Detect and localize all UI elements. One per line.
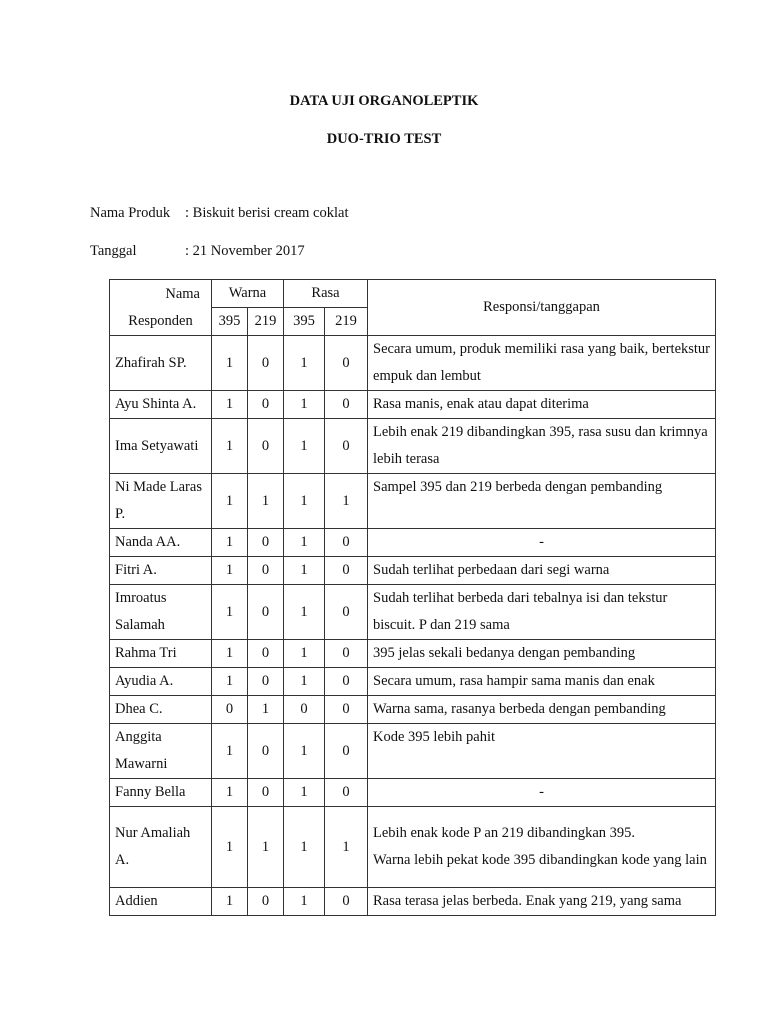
respondent-name: Nur Amaliah A. [110, 807, 212, 888]
header-warna-219: 219 [248, 308, 284, 336]
warna-395-value: 1 [212, 724, 248, 779]
warna-219-value: 0 [248, 888, 284, 916]
rasa-219-value: 0 [325, 391, 368, 419]
warna-395-value: 1 [212, 391, 248, 419]
table-row [110, 696, 716, 724]
warna-219-value: 0 [248, 668, 284, 696]
header-warna: Warna [212, 280, 284, 308]
respondent-name: Dhea C. [110, 696, 212, 724]
rasa-219-value: 0 [325, 779, 368, 807]
table-row [110, 474, 716, 529]
rasa-395-value: 1 [284, 529, 325, 557]
warna-219-value: 0 [248, 557, 284, 585]
rasa-395-value: 1 [284, 888, 325, 916]
response-text: Kode 395 lebih pahit [368, 724, 716, 779]
respondent-name: Fanny Bella [110, 779, 212, 807]
table-row [110, 779, 716, 807]
header-warna-395: 395 [212, 308, 248, 336]
table-row [110, 336, 716, 391]
rasa-219-value: 0 [325, 336, 368, 391]
header-name-line1: Nama [165, 285, 200, 302]
response-line-2: Warna lebih pekat kode 395 dibandingkan kode yang lain [373, 852, 707, 868]
warna-395-value: 1 [212, 474, 248, 529]
header-rasa-219: 219 [325, 308, 368, 336]
response-text: Secara umum, rasa hampir sama manis dan enak [368, 668, 716, 696]
warna-219-value: 0 [248, 724, 284, 779]
organoleptic-table [109, 279, 716, 916]
warna-219-value: 0 [248, 391, 284, 419]
respondent-name: Anggita Mawarni [110, 724, 212, 779]
respondent-name: Ayudia A. [110, 668, 212, 696]
header-rasa-395: 395 [284, 308, 325, 336]
rasa-219-value: 0 [325, 529, 368, 557]
response-text: Rasa manis, enak atau dapat diterima [368, 391, 716, 419]
response-text: - [368, 779, 716, 807]
rasa-219-value: 1 [325, 807, 368, 888]
response-text: Sudah terlihat perbedaan dari segi warna [368, 557, 716, 585]
warna-395-value: 0 [212, 696, 248, 724]
header-rasa: Rasa [284, 280, 368, 308]
rasa-219-value: 0 [325, 888, 368, 916]
warna-219-value: 0 [248, 529, 284, 557]
response-text: 395 jelas sekali bedanya dengan pembanding [368, 640, 716, 668]
rasa-219-value: 0 [325, 640, 368, 668]
document-title: DATA UJI ORGANOLEPTIK [289, 93, 479, 109]
date-line [90, 243, 305, 260]
response-text: Secara umum, produk memiliki rasa yang baik, bertekstur empuk dan lembut [368, 336, 716, 391]
respondent-name: Addien [110, 888, 212, 916]
table-row [110, 668, 716, 696]
rasa-219-value: 0 [325, 557, 368, 585]
header-name [110, 280, 212, 336]
table-row [110, 529, 716, 557]
rasa-395-value: 1 [284, 779, 325, 807]
warna-395-value: 1 [212, 585, 248, 640]
respondent-name: Imroatus Salamah [110, 585, 212, 640]
respondent-name: Fitri A. [110, 557, 212, 585]
respondent-name: Ayu Shinta A. [110, 391, 212, 419]
warna-395-value: 1 [212, 888, 248, 916]
rasa-219-value: 0 [325, 696, 368, 724]
document-subtitle: DUO-TRIO TEST [326, 131, 442, 147]
warna-219-value: 0 [248, 419, 284, 474]
table-row [110, 807, 716, 888]
rasa-395-value: 1 [284, 336, 325, 391]
respondent-name: Nanda AA. [110, 529, 212, 557]
product-line [90, 205, 349, 222]
response-text: - [368, 529, 716, 557]
warna-219-value: 1 [248, 696, 284, 724]
warna-395-value: 1 [212, 419, 248, 474]
warna-219-value: 0 [248, 336, 284, 391]
response-text [368, 807, 716, 888]
product-value: : Biskuit berisi cream coklat [185, 205, 349, 221]
response-line-1: Lebih enak kode P an 219 dibandingkan 395. [373, 825, 636, 841]
warna-395-value: 1 [212, 557, 248, 585]
response-text: Warna sama, rasanya berbeda dengan pembanding [368, 696, 716, 724]
rasa-395-value: 1 [284, 557, 325, 585]
table-row [110, 419, 716, 474]
response-text: Sudah terlihat berbeda dari tebalnya isi dan tekstur biscuit. P dan 219 sama [368, 585, 716, 640]
header-row-1 [110, 280, 716, 308]
table-row [110, 585, 716, 640]
warna-395-value: 1 [212, 807, 248, 888]
table-row [110, 640, 716, 668]
warna-395-value: 1 [212, 640, 248, 668]
rasa-395-value: 1 [284, 585, 325, 640]
rasa-395-value: 1 [284, 391, 325, 419]
table-row [110, 888, 716, 916]
rasa-219-value: 1 [325, 474, 368, 529]
warna-395-value: 1 [212, 668, 248, 696]
response-text: Rasa terasa jelas berbeda. Enak yang 219, yang sama [368, 888, 716, 916]
header-name-line2: Responden [128, 312, 193, 329]
rasa-395-value: 1 [284, 474, 325, 529]
response-text: Lebih enak 219 dibandingkan 395, rasa susu dan krimnya lebih terasa [368, 419, 716, 474]
warna-395-value: 1 [212, 779, 248, 807]
product-label: Nama Produk [90, 205, 171, 221]
response-text: Sampel 395 dan 219 berbeda dengan pembanding [368, 474, 716, 529]
rasa-395-value: 1 [284, 640, 325, 668]
table-row [110, 724, 716, 779]
table-row [110, 557, 716, 585]
warna-395-value: 1 [212, 529, 248, 557]
respondent-name: Zhafirah SP. [110, 336, 212, 391]
rasa-219-value: 0 [325, 585, 368, 640]
respondent-name: Rahma Tri [110, 640, 212, 668]
header-response: Responsi/tanggapan [368, 280, 716, 336]
table-row [110, 391, 716, 419]
warna-395-value: 1 [212, 336, 248, 391]
respondent-name: Ima Setyawati [110, 419, 212, 474]
date-label: Tanggal [90, 243, 137, 259]
rasa-219-value: 0 [325, 419, 368, 474]
rasa-219-value: 0 [325, 668, 368, 696]
rasa-395-value: 1 [284, 419, 325, 474]
warna-219-value: 0 [248, 779, 284, 807]
date-value: : 21 November 2017 [185, 243, 305, 259]
warna-219-value: 0 [248, 585, 284, 640]
rasa-395-value: 1 [284, 668, 325, 696]
warna-219-value: 0 [248, 640, 284, 668]
rasa-395-value: 0 [284, 696, 325, 724]
rasa-219-value: 0 [325, 724, 368, 779]
respondent-name: Ni Made Laras P. [110, 474, 212, 529]
rasa-395-value: 1 [284, 807, 325, 888]
warna-219-value: 1 [248, 474, 284, 529]
rasa-395-value: 1 [284, 724, 325, 779]
warna-219-value: 1 [248, 807, 284, 888]
